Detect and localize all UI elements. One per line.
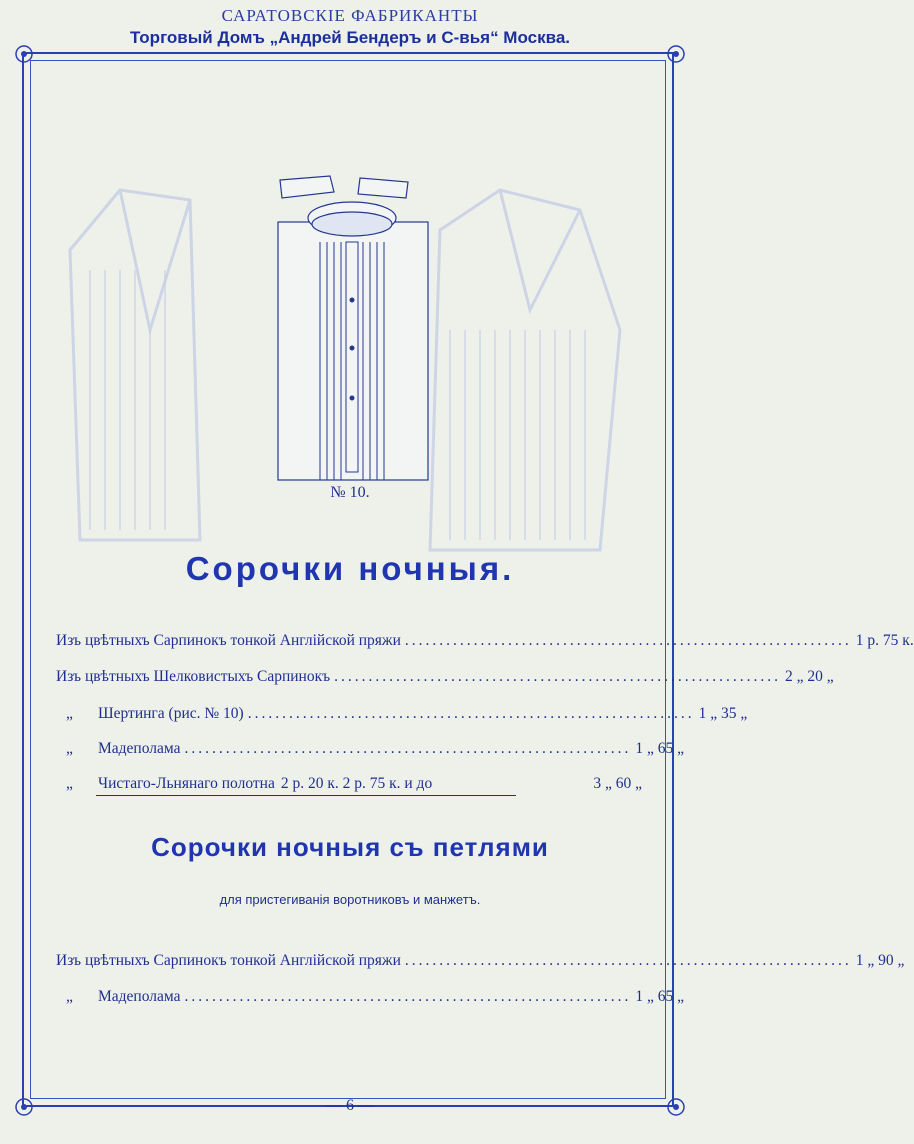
item-price: 1 „ 65 „ (635, 740, 684, 757)
figure-label: № 10. (330, 484, 370, 501)
leader-dots: ................................................................. (184, 740, 632, 757)
ditto-mark: „ (66, 740, 73, 757)
price-row (56, 668, 834, 690)
item-price: 1 „ 65 „ (635, 988, 684, 1005)
price-row (56, 705, 748, 727)
header-line-2: Торговый Домъ „Андрей Бендеръ и С-вья“ Москва. (129, 28, 571, 47)
item-description: Шертинга (рис. № 10) (98, 705, 244, 722)
leader-dots: ................................................................. (247, 705, 695, 722)
price-row (56, 988, 684, 1010)
price-row (56, 632, 914, 654)
leader-dots: ................................................................. (334, 668, 782, 685)
item-description: Изъ цвѣтныхъ Сарпинокъ тонкой Англійской пряжи (56, 632, 401, 649)
item-description: Изъ цвѣтныхъ Сарпинокъ тонкой Англійской пряжи (56, 952, 401, 969)
leader-dots: ................................................................. (404, 952, 852, 969)
item-price: 1 р. 75 к. (855, 632, 914, 649)
ditto-mark: „ (66, 988, 73, 1005)
page-number: — 6 — (326, 1097, 374, 1114)
item-price-range: 2 р. 20 к. 2 р. 75 к. и до (280, 775, 433, 792)
section-subtitle: для пристегиванія воротниковъ и манжетъ. (219, 892, 481, 907)
item-description: Чистаго-Льнянаго полотна (98, 775, 275, 792)
item-description: Изъ цвѣтныхъ Шелковистыхъ Сарпинокъ (56, 668, 331, 685)
price-row (56, 952, 905, 974)
leader-dots: ................................................................. (184, 988, 632, 1005)
item-price: 2 „ 20 „ (785, 668, 834, 685)
price-row (56, 775, 642, 797)
item-price: 1 „ 90 „ (855, 952, 905, 969)
item-description: Мадеполама (98, 740, 181, 757)
item-price: 3 „ 60 „ (593, 775, 642, 792)
nightshirt-illustration (272, 172, 432, 484)
section-title-nightshirts-loops: Сорочки ночныя съ петлями (151, 832, 549, 862)
item-price: 1 „ 35 „ (698, 705, 748, 722)
underline-rule (96, 795, 516, 796)
item-description: Мадеполама (98, 988, 181, 1005)
ditto-mark: „ (66, 775, 73, 792)
corner-ornament-icon (662, 40, 690, 68)
corner-ornament-icon (10, 40, 38, 68)
ditto-mark: „ (66, 705, 73, 722)
leader-dots: ................................................................. (404, 632, 852, 649)
section-title-nightshirts: Сорочки ночныя. (185, 550, 515, 587)
header-line-1: САРАТОВСКІЕ ФАБРИКАНТЫ (221, 6, 479, 25)
price-row (56, 740, 684, 762)
